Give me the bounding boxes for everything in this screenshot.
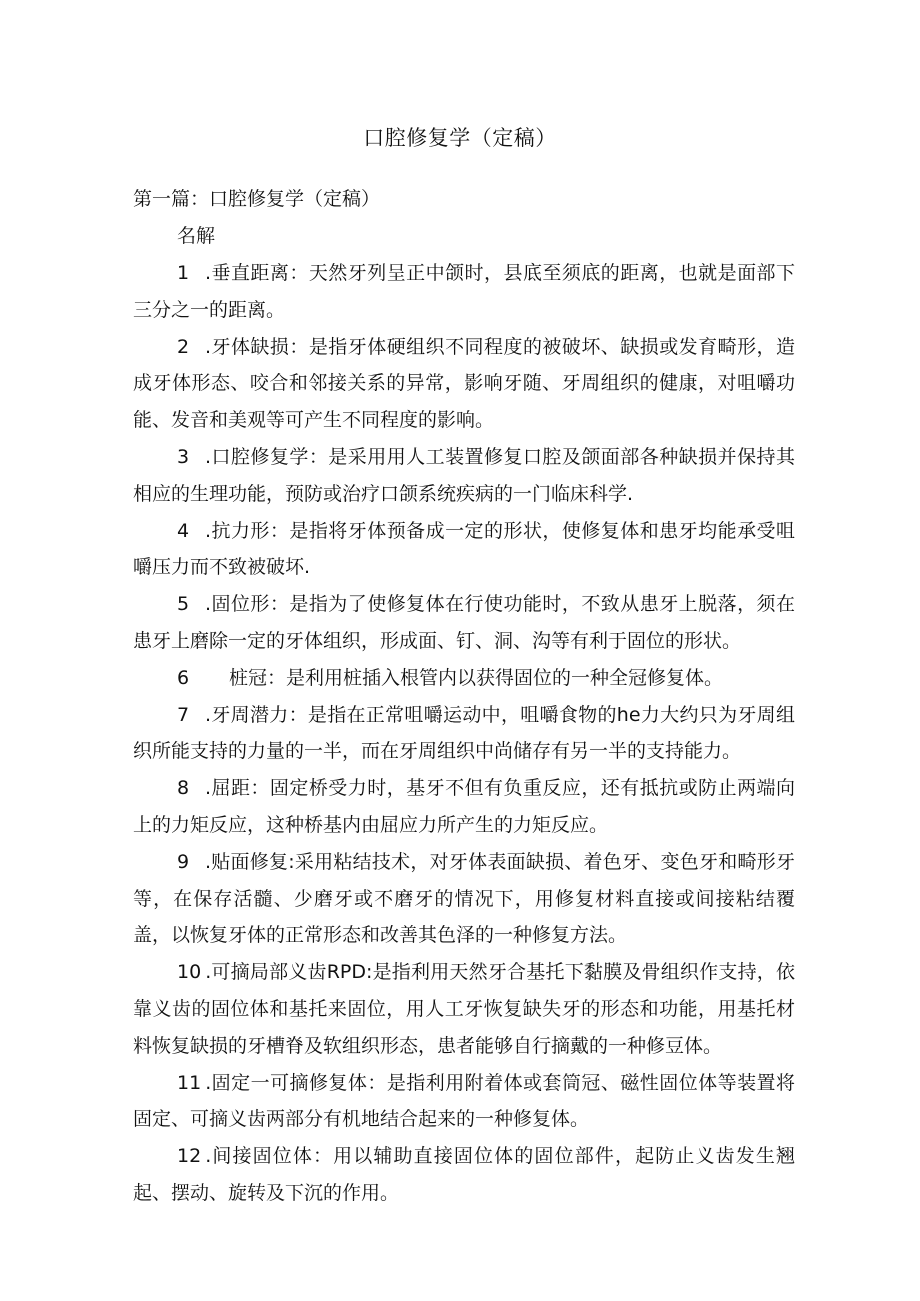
definition-text: .牙周潜力：是指在正常咀嚼运动中，咀嚼食物的he力大约只为牙周组织所能支持的力量的一半，而在牙周组织中尚储存有另一半的支持能力。 — [133, 703, 795, 763]
definition-number: 2 — [177, 335, 190, 358]
definition-list — [133, 255, 795, 1212]
definition-text: .固位形：是指为了使修复体在行使功能时，不致从患牙上脱落，须在患牙上磨除一定的牙体组织，形成面、钉、洞、沟等有利于固位的形状。 — [133, 593, 795, 652]
definition-number: 10 — [177, 961, 202, 984]
definition-number: 11 — [177, 1071, 202, 1094]
section-heading: 第一篇：口腔修复学（定稿） — [133, 188, 381, 210]
sub-heading: 名解 — [177, 225, 216, 247]
definition-item — [133, 844, 795, 954]
definition-item — [133, 770, 795, 844]
definition-number: 5 — [177, 593, 190, 616]
document-title: 口腔修复学（定稿） — [363, 126, 557, 150]
definition-number: 9 — [177, 850, 190, 873]
definition-item — [133, 1138, 795, 1212]
definition-number: 3 — [177, 445, 190, 468]
definition-number: 7 — [177, 703, 190, 726]
definition-text: .抗力形：是指将牙体预备成一定的形状，使修复体和患牙均能承受咀嚼压力而不致被破坏. — [133, 519, 795, 579]
definition-item — [133, 697, 795, 771]
definition-text: .间接固位体：用以辅助直接固位体的固位部件，起防止义齿发生翘起、摆动、旋转及下沉的作用。 — [133, 1145, 795, 1204]
definition-text: .贴面修复:采用粘结技术，对牙体表面缺损、着色牙、变色牙和畸形牙等，在保存活髓、少磨牙或不磨牙的情况下，用修复材料直接或间接粘结覆盖，以恢复牙体的正常形态和改善其色泽的一种修复方法。 — [133, 850, 795, 947]
definition-item — [133, 1065, 795, 1139]
definition-text: .口腔修复学：是采用用人工装置修复口腔及颌面部各种缺损并保持其相应的生理功能，预防或治疗口颌系统疾病的一门临床科学. — [133, 445, 795, 505]
definition-number: 12 — [177, 1145, 202, 1168]
definition-item — [133, 513, 795, 587]
definition-item — [133, 439, 795, 513]
definition-number: 4 — [177, 519, 190, 542]
definition-number: 6 — [177, 666, 190, 689]
definition-item — [133, 660, 795, 697]
definition-item — [133, 255, 795, 329]
definition-number: 1 — [177, 262, 190, 284]
definition-text: 桩冠：是利用桩插入根管内以获得固位的一种全冠修复体。 — [229, 666, 724, 689]
definition-number: 8 — [177, 777, 190, 800]
definition-text: .垂直距离：天然牙列呈正中颌时，县底至须底的距离，也就是面部下三分之一的距离。 — [133, 262, 795, 321]
definition-text: .固定一可摘修复体：是指利用附着体或套筒冠、磁性固位体等装置将固定、可摘义齿两部分有机地结合起来的一种修复体。 — [133, 1071, 795, 1131]
definition-text: .屈距：固定桥受力时，基牙不但有负重反应，还有抵抗或防止两端向上的力矩反应，这种桥基内由屈应力所产生的力矩反应。 — [133, 777, 795, 836]
definition-text: .可摘局部义齿RPD:是指利用天然牙合基托下黏膜及骨组织作支持，依靠义齿的固位体和基托来固位，用人工牙恢复缺失牙的形态和功能，用基托材料恢复缺损的牙槽脊及软组织形态，患者能够自行摘戴的一种修豆体。 — [133, 961, 795, 1057]
definition-text: .牙体缺损：是指牙体硬组织不同程度的被破坏、缺损或发育畸形，造成牙体形态、咬合和邻接关系的异常，影响牙随、牙周组织的健康，对咀嚼功能、发音和美观等可产生不同程度的影响。 — [133, 335, 795, 432]
definition-item — [133, 329, 795, 439]
definition-item — [133, 586, 795, 660]
definition-item — [133, 954, 795, 1064]
